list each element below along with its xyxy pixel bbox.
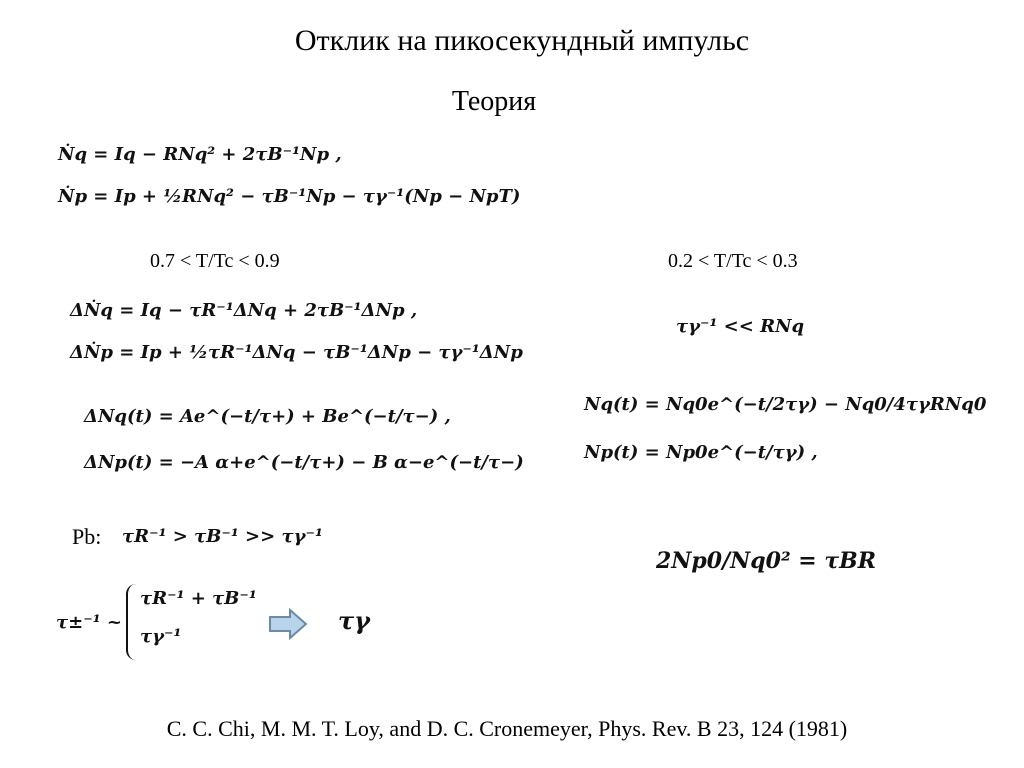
- slide-title: Отклик на пикосекундный импульс: [294, 24, 750, 57]
- result-tau-gamma: τγ: [338, 606, 370, 635]
- slide-subtitle: Теория: [451, 86, 537, 117]
- condition-right: 0.2 < T/Tc < 0.3: [668, 250, 798, 272]
- equation-delta-np-dot: ΔṄp = Ip + ½τR⁻¹ΔNq − τB⁻¹ΔNp − τγ⁻¹ΔNp: [70, 342, 523, 363]
- tau-pm-label: τ±⁻¹ ~: [56, 612, 122, 633]
- pb-label: Pb:: [72, 524, 102, 549]
- brace-bottom-term: τγ⁻¹: [140, 626, 182, 647]
- brace-top-term: τR⁻¹ + τB⁻¹: [140, 588, 257, 609]
- citation: C. C. Chi, M. M. T. Loy, and D. C. Cronemeyer, Phys. Rev. B 23, 124 (1981): [166, 716, 848, 741]
- equation-nq-dot: Ṅq = Iq − RNq² + 2τB⁻¹Np ,: [58, 144, 342, 165]
- equation-delta-nq-dot: ΔṄq = Iq − τR⁻¹ΔNq + 2τB⁻¹ΔNp ,: [70, 300, 418, 321]
- condition-left: 0.7 < T/Tc < 0.9: [150, 250, 280, 272]
- equation-delta-nq-t: ΔNq(t) = Ae^(−t/τ+) + Be^(−t/τ−) ,: [84, 406, 451, 427]
- equation-delta-np-t: ΔNp(t) = −A α+e^(−t/τ+) − B α−e^(−t/τ−): [84, 452, 524, 473]
- equation-ratio: 2Np0/Nq0² = τBR: [656, 548, 877, 574]
- pb-relation: τR⁻¹ > τB⁻¹ >> τγ⁻¹: [122, 526, 323, 547]
- equation-nq-t: Nq(t) = Nq0e^(−t/2τγ) − Nq0/4τγRNq0: [584, 394, 987, 415]
- left-brace: [126, 584, 140, 660]
- equation-np-dot: Ṅp = Ip + ½RNq² − τB⁻¹Np − τγ⁻¹(Np − NpT): [58, 186, 521, 207]
- right-arrow-icon: [268, 608, 308, 640]
- equation-np-t: Np(t) = Np0e^(−t/τγ) ,: [584, 442, 818, 463]
- equation-tau-gamma-condition: τγ⁻¹ << RNq: [676, 316, 805, 337]
